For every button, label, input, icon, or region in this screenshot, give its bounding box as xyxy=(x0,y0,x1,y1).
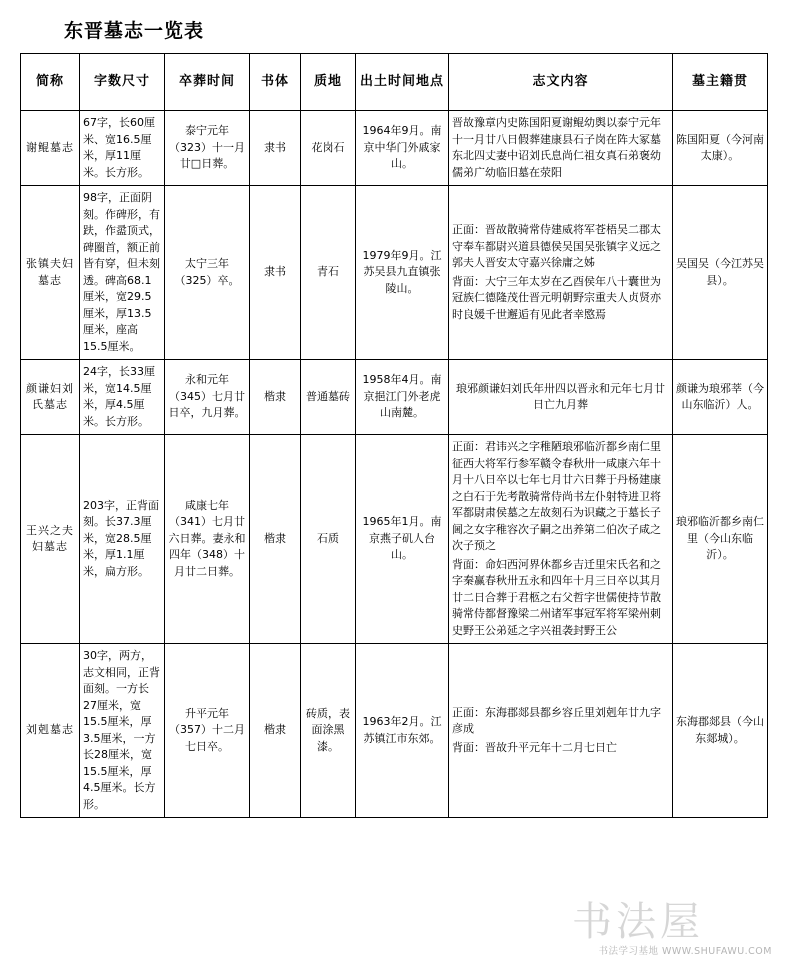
cell-date: 升平元年（357）十二月七日卒。 xyxy=(165,644,250,818)
cell-place: 1964年9月。南京中华门外戚家山。 xyxy=(356,111,449,186)
column-header-content: 志文内容 xyxy=(449,54,673,111)
content-paragraph: 晋故豫章内史陈国阳夏谢鲲幼舆以泰宁元年十一月廿八日假葬建康县石子岗在阵大冢墓东北四丈妻中诏刘氏息尚仁祖女真石弟褒幼儒弟广幼临旧墓在荥阳 xyxy=(452,116,661,179)
cell-place: 1963年2月。江苏镇江市东郊。 xyxy=(356,644,449,818)
content-paragraph: 背面：命妇西河界休都乡吉迁里宋氏名和之字秦赢春秋卅五永和四年十月三日卒以其月廿二日合葬于君柩之右父哲字世儒使持节散骑常侍都督豫梁二州诸军事冠军将军梁州刺史野王公弟延之字兴祖袭封野王公 xyxy=(452,557,661,637)
cell-size: 30字，两方，志文相同，正背面刻。一方长27厘米，宽15.5厘米，厚3.5厘米，一方长28厘米，宽15.5厘米，厚4.5厘米。长方形。 xyxy=(80,644,165,818)
cell-name: 张镇夫妇墓志 xyxy=(21,186,80,360)
cell-content xyxy=(449,644,673,818)
table-header-row xyxy=(21,54,768,111)
cell-material: 花岗石 xyxy=(301,111,356,186)
cell-size: 24字，长33厘米，宽14.5厘米，厚4.5厘米。长方形。 xyxy=(80,360,165,435)
cell-material: 青石 xyxy=(301,186,356,360)
content-paragraph: 背面：大宁三年太岁在乙酉侯年八十囊世为冠族仁德隆茂仕晋元明朝野宗重夫人贞贤亦时良媛千世邂逅有见此者幸愍焉 xyxy=(452,274,661,321)
cell-date: 永和元年（345）七月廿日卒，九月葬。 xyxy=(165,360,250,435)
column-header-name: 简称 xyxy=(21,54,80,111)
cell-content xyxy=(449,186,673,360)
cell-material: 普通墓砖 xyxy=(301,360,356,435)
content-paragraph: 背面：晋故升平元年十二月七日亡 xyxy=(452,740,617,754)
table-row xyxy=(21,435,768,644)
content-paragraph: 琅邪颜谦妇刘氏年卅四以晋永和元年七月廿日亡九月葬 xyxy=(456,381,665,411)
column-header-material: 质地 xyxy=(301,54,356,111)
cell-script: 楷隶 xyxy=(250,435,301,644)
cell-origin: 陈国阳夏（今河南太康）。 xyxy=(673,111,768,186)
content-paragraph: 正面：君讳兴之字稚陋琅邪临沂都乡南仁里征西大将军行参军赣令春秋卅一咸康六年十月十八日卒以七年七月廿六日葬于丹杨建康之白石于先考散骑常侍尚书左仆射特进卫将军都尉肃侯墓之左故刻石为识藏之于墓长子阃之女字稚容次子嗣之出养第二伯次子咸之次子预之 xyxy=(452,440,661,552)
cell-content xyxy=(449,435,673,644)
column-header-size: 字数尺寸 xyxy=(80,54,165,111)
watermark-url-text: 书法学习基地 WWW.SHUFAWU.COM xyxy=(598,946,772,957)
cell-name: 王兴之夫妇墓志 xyxy=(21,435,80,644)
cell-name: 谢鲲墓志 xyxy=(21,111,80,186)
cell-name: 刘剋墓志 xyxy=(21,644,80,818)
table-row xyxy=(21,186,768,360)
cell-origin: 吴国吴（今江苏吴县）。 xyxy=(673,186,768,360)
column-header-script: 书体 xyxy=(250,54,301,111)
cell-origin: 琅邪临沂都乡南仁里（今山东临沂）。 xyxy=(673,435,768,644)
tomb-epitaph-table xyxy=(20,53,768,818)
content-paragraph: 正面：东海郡郯县都乡容丘里刘剋年廿九字彦成 xyxy=(452,705,661,736)
cell-origin: 东海郡郯县（今山东郯城）。 xyxy=(673,644,768,818)
cell-content xyxy=(449,111,673,186)
column-header-date: 卒葬时间 xyxy=(165,54,250,111)
cell-content xyxy=(449,360,673,435)
cell-material: 砖质，表面涂黑漆。 xyxy=(301,644,356,818)
cell-script: 楷隶 xyxy=(250,360,301,435)
page-title: 东晋墓志一览表 xyxy=(64,20,205,42)
cell-place: 1965年1月。南京燕子矶人台山。 xyxy=(356,435,449,644)
table-row xyxy=(21,360,768,435)
content-paragraph: 正面：晋故散骑常侍建威将军苍梧吴二郡太守奉车都尉兴道县德侯吴国吴张镇字义远之郭夫人晋安太守嘉兴徐庸之姊 xyxy=(452,223,661,269)
cell-place: 1979年9月。江苏吴县九直镇张陵山。 xyxy=(356,186,449,360)
table-row xyxy=(21,644,768,818)
cell-date: 咸康七年（341）七月廿六日葬。妻永和四年（348）十月廿二日葬。 xyxy=(165,435,250,644)
cell-script: 楷隶 xyxy=(250,644,301,818)
watermark-logo-text: 书法屋 xyxy=(572,899,704,945)
cell-script: 隶书 xyxy=(250,111,301,186)
column-header-origin: 墓主籍贯 xyxy=(673,54,768,111)
cell-date: 太宁三年（325）卒。 xyxy=(165,186,250,360)
cell-date: 泰宁元年（323）十一月廿□日葬。 xyxy=(165,111,250,186)
cell-size: 98字，正面阴刻。作碑形，有趺，作盝顶式，碑圈首，额正前皆有穿，但未刻透。碑高68.1厘米，宽29.5厘米，厚13.5厘米，座高15.5厘米。 xyxy=(80,186,165,360)
cell-place: 1958年4月。南京挹江门外老虎山南麓。 xyxy=(356,360,449,435)
cell-origin: 颜谦为琅邪莘（今山东临沂）人。 xyxy=(673,360,768,435)
cell-script: 隶书 xyxy=(250,186,301,360)
cell-size: 67字，长60厘米、宽16.5厘米，厚11厘米。长方形。 xyxy=(80,111,165,186)
table-row xyxy=(21,111,768,186)
cell-name: 颜谦妇刘氏墓志 xyxy=(21,360,80,435)
site-watermark xyxy=(534,899,774,959)
column-header-place: 出土时间地点 xyxy=(356,54,449,111)
cell-size: 203字，正背面刻。长37.3厘米，宽28.5厘米，厚1.1厘米，扁方形。 xyxy=(80,435,165,644)
cell-material: 石质 xyxy=(301,435,356,644)
